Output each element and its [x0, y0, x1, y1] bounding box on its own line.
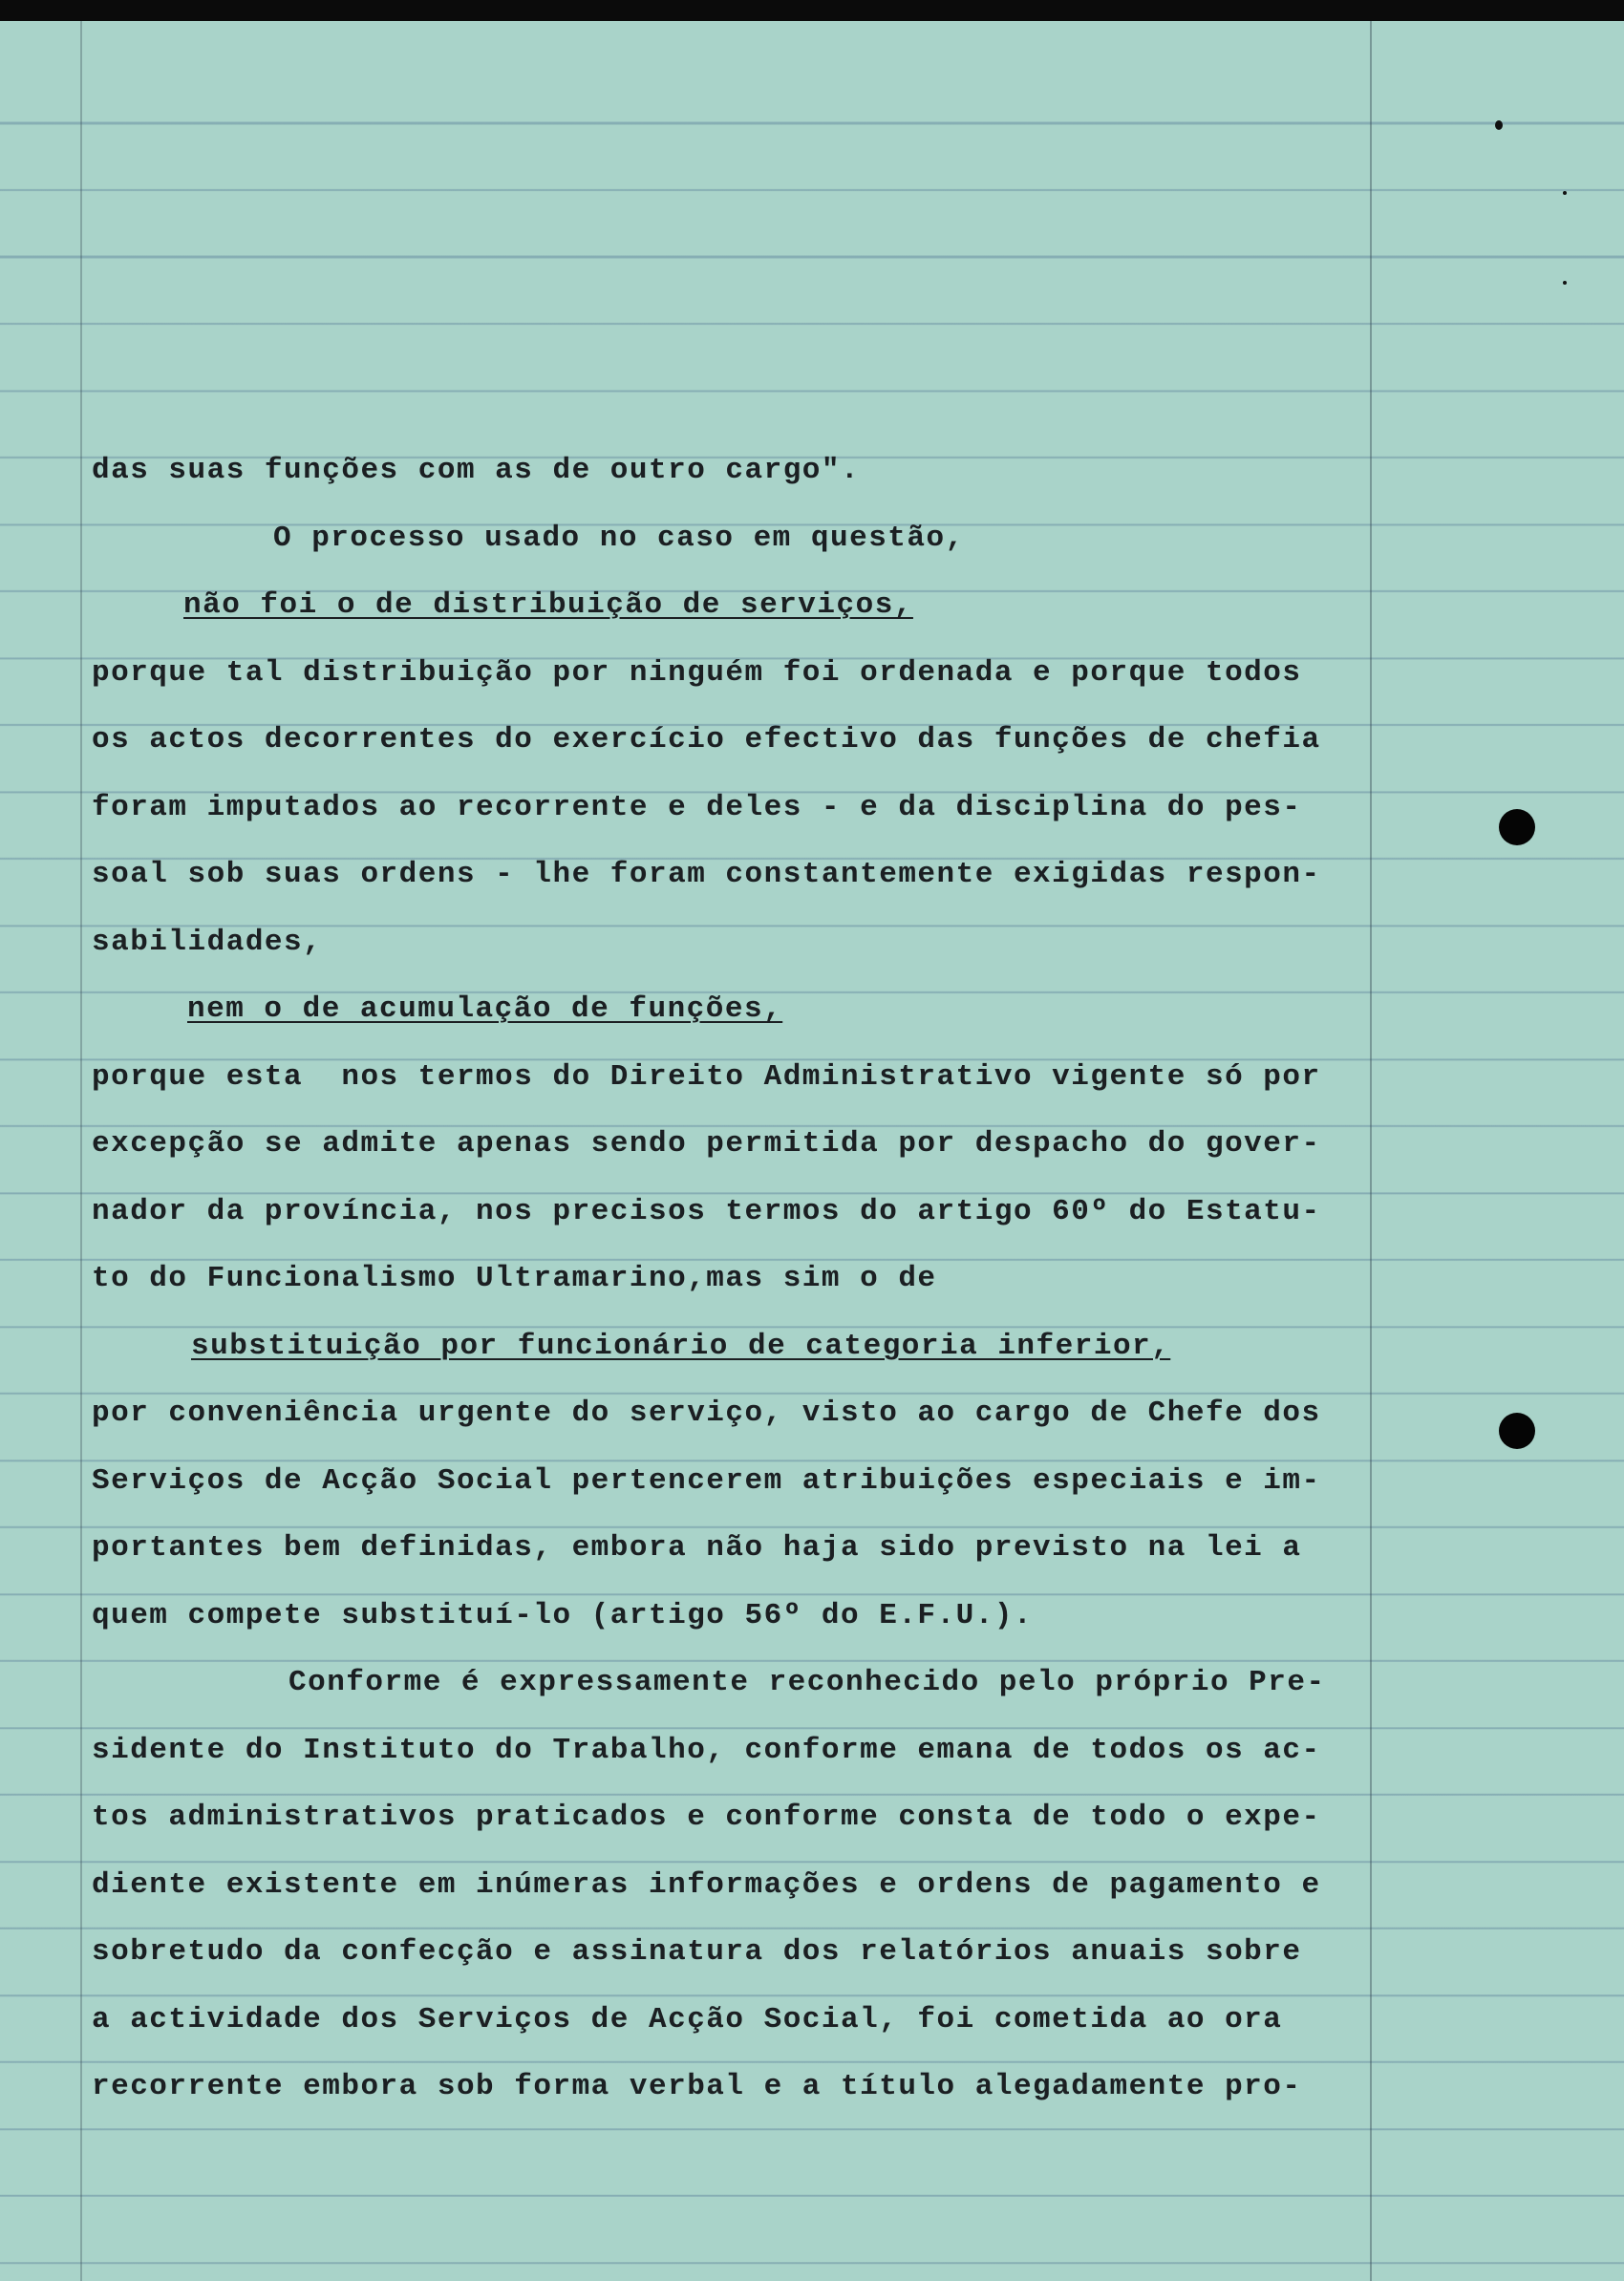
underlined-heading-text: substituição por funcionário de categoria inferior,	[191, 1329, 1171, 1363]
line-text: O processo usado no caso em questão,	[273, 521, 965, 555]
text-line	[92, 1784, 1353, 1852]
line-text: das suas funções com as de outro cargo".	[92, 454, 861, 487]
line-text: sabilidades,	[92, 925, 323, 959]
right-margin-line	[1370, 21, 1372, 2281]
line-text: a actividade dos Serviços de Acção Social, foi cometida ao ora	[92, 2002, 1283, 2036]
line-text: tos administrativos praticados e conforme consta de todo o expe-	[92, 1801, 1321, 1834]
text-line	[92, 2054, 1353, 2121]
line-text: quem compete substituí-lo (artigo 56º do E.F.U.).	[92, 1598, 1034, 1632]
text-line	[92, 572, 1353, 640]
ink-speck	[1495, 120, 1503, 130]
text-line	[92, 1919, 1353, 1987]
line-text: recorrente embora sob forma verbal e a título alegadamente pro-	[92, 2070, 1302, 2103]
underlined-heading-text: não foi o de distribuição de serviços,	[183, 588, 913, 622]
line-text: portantes bem definidas, embora não haja sido previsto na lei a	[92, 1531, 1302, 1565]
text-line	[92, 707, 1353, 775]
text-line	[92, 1448, 1353, 1516]
text-line	[92, 1246, 1353, 1313]
text-line	[92, 1583, 1353, 1651]
typewritten-page	[0, 21, 1624, 2281]
text-line	[92, 842, 1353, 909]
text-line	[92, 1044, 1353, 1112]
text-line	[92, 505, 1353, 573]
text-line	[92, 1111, 1353, 1179]
line-text: to do Funcionalismo Ultramarino,mas sim o de	[92, 1262, 937, 1295]
text-line	[92, 1515, 1353, 1583]
line-text: sobretudo da confecção e assinatura dos relatórios anuais sobre	[92, 1935, 1302, 1969]
document-body	[92, 437, 1353, 2121]
text-line	[92, 1313, 1353, 1381]
text-line	[92, 1717, 1353, 1785]
line-text: diente existente em inúmeras informações e ordens de pagamento e	[92, 1867, 1321, 1902]
line-text: porque esta nos termos do Direito Administrativo vigente só por	[92, 1059, 1321, 1094]
text-line	[92, 1650, 1353, 1717]
text-line	[92, 909, 1353, 977]
line-text: Serviços de Acção Social pertencerem atribuições especiais e im-	[92, 1463, 1321, 1498]
ink-speck	[1563, 191, 1567, 195]
line-text: Conforme é expressamente reconhecido pelo próprio Pre-	[288, 1666, 1326, 1699]
text-line	[92, 775, 1353, 842]
line-text: nador da província, nos precisos termos do artigo 60º do Estatu-	[92, 1194, 1321, 1228]
text-line	[92, 1179, 1353, 1247]
line-text: foram imputados ao recorrente e deles - e da disciplina do pes-	[92, 790, 1302, 824]
ink-speck	[1563, 281, 1567, 285]
line-text: excepção se admite apenas sendo permitida por despacho do gover-	[92, 1127, 1321, 1161]
line-text: porque tal distribuição por ninguém foi ordenada e porque todos	[92, 655, 1302, 690]
punch-hole-lower	[1499, 1413, 1535, 1449]
text-line	[92, 1380, 1353, 1448]
text-line	[92, 437, 1353, 505]
text-line	[92, 1987, 1353, 2055]
punch-hole-upper	[1499, 809, 1535, 845]
text-line	[92, 976, 1353, 1044]
left-margin-line	[80, 21, 82, 2281]
text-line	[92, 1852, 1353, 1920]
text-line	[92, 640, 1353, 708]
line-text: por conveniência urgente do serviço, visto ao cargo de Chefe dos	[92, 1396, 1321, 1430]
line-text: sidente do Instituto do Trabalho, conforme emana de todos os ac-	[92, 1733, 1321, 1767]
line-text: soal sob suas ordens - lhe foram constantemente exigidas respon-	[92, 858, 1321, 891]
line-text: os actos decorrentes do exercício efectivo das funções de chefia	[92, 723, 1321, 757]
underlined-heading-text: nem o de acumulação de funções,	[187, 992, 783, 1026]
